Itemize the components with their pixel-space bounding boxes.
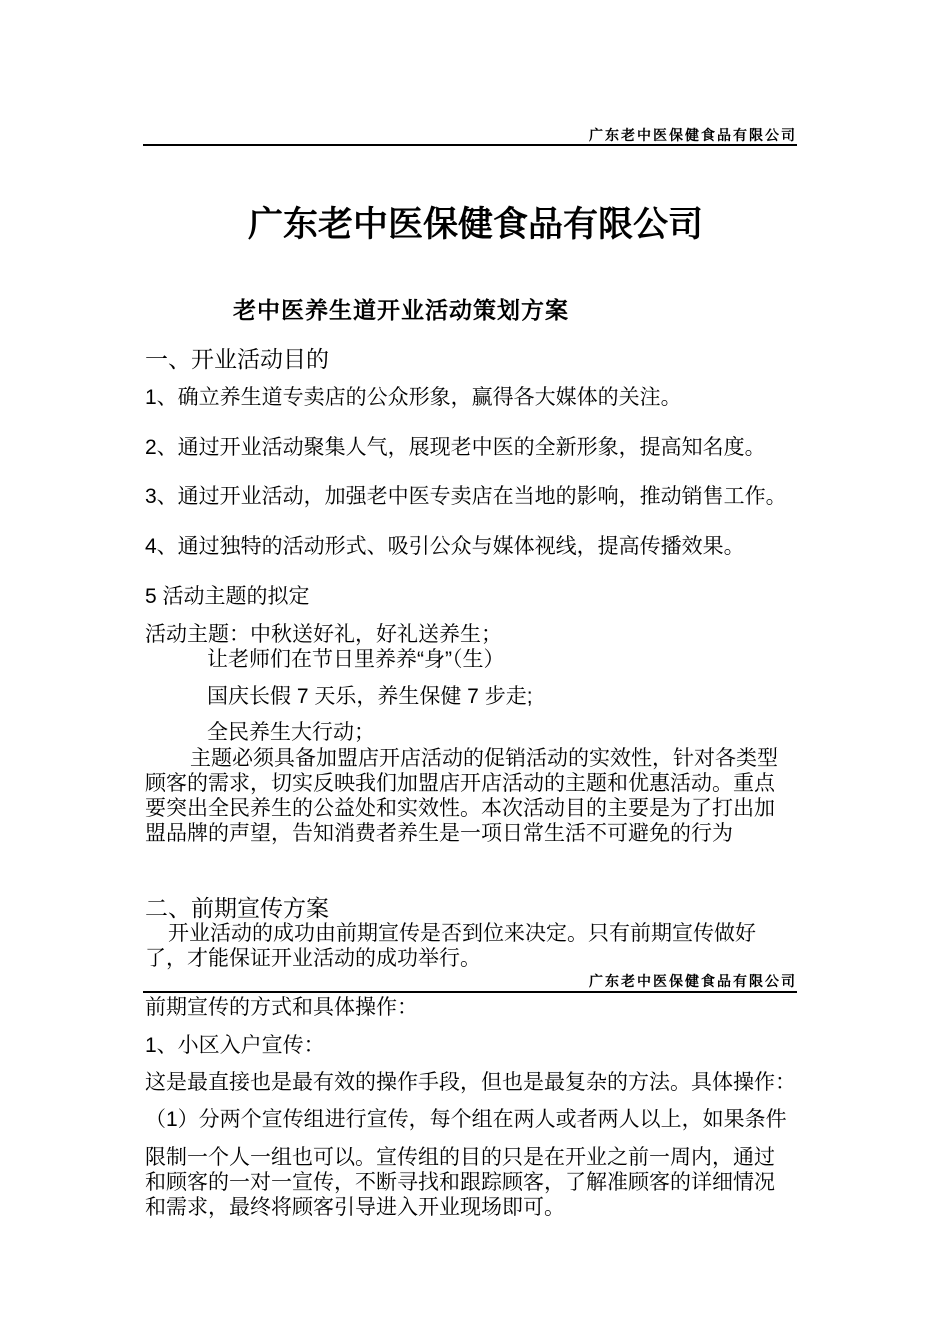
goal-item-5-theme-title: 5 活动主题的拟定 bbox=[145, 585, 310, 608]
theme-paragraph-line-3: 要突出全民养生的公益处和实效性。本次活动目的主要是为了打出加 bbox=[145, 797, 775, 820]
theme-paragraph-line-1: 主题必须具备加盟店开店活动的促销活动的实效性，针对各类型 bbox=[190, 747, 778, 770]
goal-item-2: 2、通过开业活动聚集人气，展现老中医的全新形象，提高知名度。 bbox=[145, 436, 766, 459]
header-rule bbox=[143, 144, 797, 146]
promotion-methods-title: 前期宣传的方式和具体操作： bbox=[145, 996, 418, 1019]
theme-paragraph-line-4: 盟品牌的声望，告知消费者养生是一项日常生活不可避免的行为 bbox=[145, 822, 733, 845]
theme-paragraph-line-2: 顾客的需求，切实反映我们加盟店开店活动的主题和优惠活动。重点 bbox=[145, 772, 775, 795]
document-title: 广东老中医保健食品有限公司 bbox=[248, 205, 704, 244]
promotion-intro-line-2: 了，才能保证开业活动的成功举行。 bbox=[145, 947, 481, 970]
method-1-title: 1、小区入户宣传： bbox=[145, 1034, 325, 1057]
method-1-line-4: 和需求，最终将顾客引导进入开业现场即可。 bbox=[145, 1196, 565, 1219]
method-1-line-2: 限制一个人一组也可以。宣传组的目的只是在开业之前一周内，通过 bbox=[145, 1146, 775, 1169]
theme-line-3: 全民养生大行动； bbox=[207, 721, 375, 744]
goal-item-1: 1、确立养生道专卖店的公众形象，赢得各大媒体的关注。 bbox=[145, 386, 682, 409]
goal-item-3: 3、通过开业活动，加强老中医专卖店在当地的影响，推动销售工作。 bbox=[145, 485, 787, 508]
document-subtitle: 老中医养生道开业活动策划方案 bbox=[233, 298, 569, 323]
method-1-line-1: （1）分两个宣传组进行宣传，每个组在两人或者两人以上，如果条件 bbox=[145, 1108, 787, 1131]
header-rule-page2 bbox=[143, 991, 797, 993]
theme-line-2: 国庆长假 7 天乐，养生保健 7 步走; bbox=[207, 685, 533, 708]
theme-label-line: 活动主题：中秋送好礼，好礼送养生； bbox=[145, 623, 502, 646]
promotion-intro-line-1: 开业活动的成功由前期宣传是否到位来决定。只有前期宣传做好 bbox=[168, 922, 756, 945]
running-header-company: 广东老中医保健食品有限公司 bbox=[589, 129, 797, 144]
goal-item-4: 4、通过独特的活动形式、吸引公众与媒体视线，提高传播效果。 bbox=[145, 535, 745, 558]
section-heading-goals: 一、开业活动目的 bbox=[145, 347, 329, 372]
method-1-intro: 这是最直接也是最有效的操作手段，但也是最复杂的方法。具体操作： bbox=[145, 1071, 796, 1094]
section-heading-promotion: 二、前期宣传方案 bbox=[145, 896, 329, 921]
method-1-line-3: 和顾客的一对一宣传，不断寻找和跟踪顾客，了解准顾客的详细情况 bbox=[145, 1171, 775, 1194]
theme-line-1: 让老师们在节日里养养“身”（生） bbox=[207, 648, 505, 671]
running-header-company-page2: 广东老中医保健食品有限公司 bbox=[589, 975, 797, 990]
